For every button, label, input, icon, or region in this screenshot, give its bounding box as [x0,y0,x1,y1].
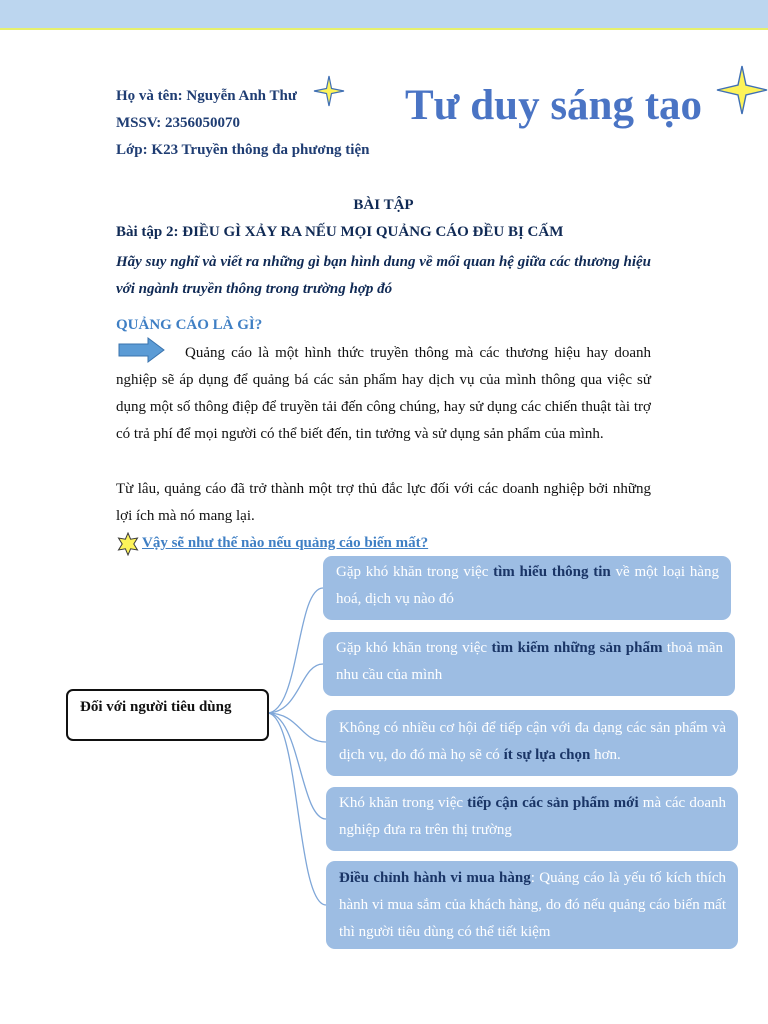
branch-text: thoả mãn nhu cầu của mình [336,640,723,683]
assignment-heading: BÀI TẬP [353,197,414,213]
mindmap-branch-card [323,556,731,620]
branch-text: mà các doanh nghiệp đưa ra trên thị trường [339,795,726,838]
mindmap-root-label: Đối với người tiêu dùng [80,699,232,715]
mindmap-branch-card [326,787,738,851]
branch-text: Gặp khó khăn trong việc [336,564,494,580]
student-name: Họ và tên: Nguyễn Anh Thư [116,88,297,104]
branch-highlight: tiếp cận các sản phẩm mới [467,795,639,811]
mindmap-root [66,689,269,741]
definition-paragraph: Quảng cáo là một hình thức truyền thông mà các thương hiệu hay doanh nghiệp sẽ áp dụng để quảng bá các sản phẩm hay dịch vụ của mình thông qua việc sử dụng một số thông điệp để truyền tải đến công chúng, hay sử dụng các chiến thuật tài trợ có trả phí để mọi người có thể biết đến, tin tưởng và sử dụng sản phẩm của mình. [116,345,651,442]
exercise-topic: : ĐIỀU GÌ XẢY RA NẾU MỌI QUẢNG CÁO ĐỀU BỊ CẤM [173,224,564,240]
student-id: MSSV: 2356050070 [116,115,241,131]
branch-highlight: Điều chỉnh hành vi mua hàng [339,870,531,886]
question-heading: Vậy sẽ như thế nào nếu quảng cáo biến mất? [142,535,429,551]
branch-highlight: tìm kiếm những sản phẩm [491,640,663,656]
branch-highlight: tìm hiểu thông tin [493,564,611,580]
branch-text: Khó khăn trong việc [339,795,468,811]
section-heading: QUẢNG CÁO LÀ GÌ? [116,317,263,333]
branch-highlight: ít sự lựa chọn [503,747,591,763]
branch-text: Không có nhiều cơ hội để tiếp cận với đa dạng các sản phẩm và dịch vụ, do đó mà họ sẽ có [339,720,726,763]
mindmap-branch-card [326,861,738,949]
student-class: Lớp: K23 Truyền thông đa phương tiện [116,142,370,158]
branch-text: về một loại hàng hoá, dịch vụ nào đó [336,564,719,607]
page-title: Tư duy sáng tạo [405,82,703,129]
exercise-prefix: Bài tập 2 [116,224,174,240]
branch-text: Gặp khó khăn trong việc [336,640,492,656]
branch-text: : Quảng cáo là yếu tố kích thích hành vi mua sắm của khách hàng, do đó nếu quảng cáo biến mất thì người tiêu dùng có thể tiết kiệm [339,870,726,940]
mindmap-branch-card [326,710,738,776]
benefit-paragraph: Từ lâu, quảng cáo đã trở thành một trợ thủ đắc lực đối với các doanh nghiệp bởi những lợi ích mà nó mang lại. [116,481,651,524]
mindmap-branch-card [323,632,735,696]
branch-text: hơn. [590,747,621,763]
exercise-prompt: Hãy suy nghĩ và viết ra những gì bạn hình dung về mối quan hệ giữa các thương hiệu với ngành truyền thông trong trường hợp đó [116,254,651,297]
